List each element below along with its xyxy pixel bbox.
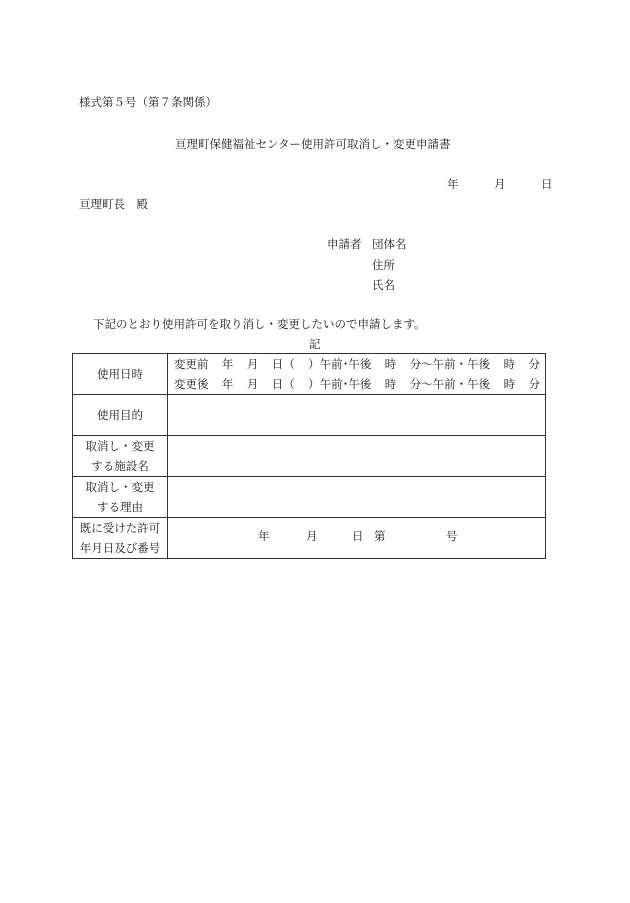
date-month-label: 月 <box>494 177 506 191</box>
before-label: 変更前 <box>174 357 209 371</box>
addressee: 亘理町長 殿 <box>79 197 148 211</box>
before-ampm-end: 分〜午前・午後 <box>409 357 491 371</box>
usage-date-row <box>73 354 546 395</box>
permit-label <box>73 518 168 559</box>
purpose-label: 使用目的 <box>73 395 168 436</box>
facility-field[interactable] <box>168 436 546 477</box>
before-hour-end: 時 <box>503 357 516 371</box>
purpose-row <box>73 395 546 436</box>
address-label: 住所 <box>372 258 395 272</box>
date-year-label: 年 <box>447 177 459 191</box>
after-label: 変更後 <box>174 377 209 391</box>
applicant-label: 申請者 <box>327 237 362 251</box>
after-month: 月 <box>246 377 259 391</box>
before-minute-end: 分 <box>528 357 540 371</box>
intro-text: 下記のとおり使用許可を取り消し・変更したいので申請します。 <box>93 317 426 331</box>
usage-date-field[interactable] <box>168 354 546 395</box>
after-ampm-end: 分〜午前・午後 <box>409 377 491 391</box>
permit-go: 号 <box>446 529 458 543</box>
reason-label-line2: する理由 <box>97 500 143 514</box>
facility-label-line2: する施設名 <box>91 459 149 473</box>
permit-label-line2: 年月日及び番号 <box>79 541 161 555</box>
permit-row <box>73 518 546 559</box>
before-hour-start: 時 <box>384 357 397 371</box>
reason-row <box>73 477 546 518</box>
reason-label <box>73 477 168 518</box>
reason-label-line1: 取消し・変更 <box>85 480 155 494</box>
facility-label-line1: 取消し・変更 <box>85 439 155 453</box>
permit-year: 年 <box>258 529 270 543</box>
before-month: 月 <box>246 357 259 371</box>
after-hour-end: 時 <box>503 377 516 391</box>
usage-date-label: 使用日時 <box>73 354 168 395</box>
permit-date-line <box>168 528 545 548</box>
name-label: 氏名 <box>372 278 395 292</box>
document-title: 亘理町保健福祉センター使用許可取消し・変更申請書 <box>175 137 451 151</box>
after-minute-end: 分 <box>528 377 540 391</box>
after-hour-start: 時 <box>384 377 397 391</box>
form-number: 様式第５号（第７条関係） <box>79 95 217 109</box>
purpose-field[interactable] <box>168 395 546 436</box>
before-ampm-start: ）午前･午後 <box>308 357 372 371</box>
permit-month: 月 <box>306 529 318 543</box>
application-form-table <box>72 353 546 559</box>
permit-dai: 第 <box>374 529 386 543</box>
before-day: 日（ <box>271 357 295 371</box>
after-day: 日（ <box>271 377 295 391</box>
reason-field[interactable] <box>168 477 546 518</box>
date-before-line <box>168 354 545 374</box>
facility-row <box>73 436 546 477</box>
facility-label <box>73 436 168 477</box>
org-name-label: 団体名 <box>372 237 407 251</box>
permit-label-line1: 既に受けた許可 <box>79 521 161 535</box>
after-year: 年 <box>221 377 234 391</box>
permit-field[interactable] <box>168 518 546 559</box>
ki-mark: 記 <box>309 337 321 351</box>
before-year: 年 <box>221 357 234 371</box>
permit-day: 日 <box>352 529 364 543</box>
date-after-line <box>168 374 545 394</box>
after-ampm-start: ）午前･午後 <box>308 377 372 391</box>
date-day-label: 日 <box>541 177 553 191</box>
